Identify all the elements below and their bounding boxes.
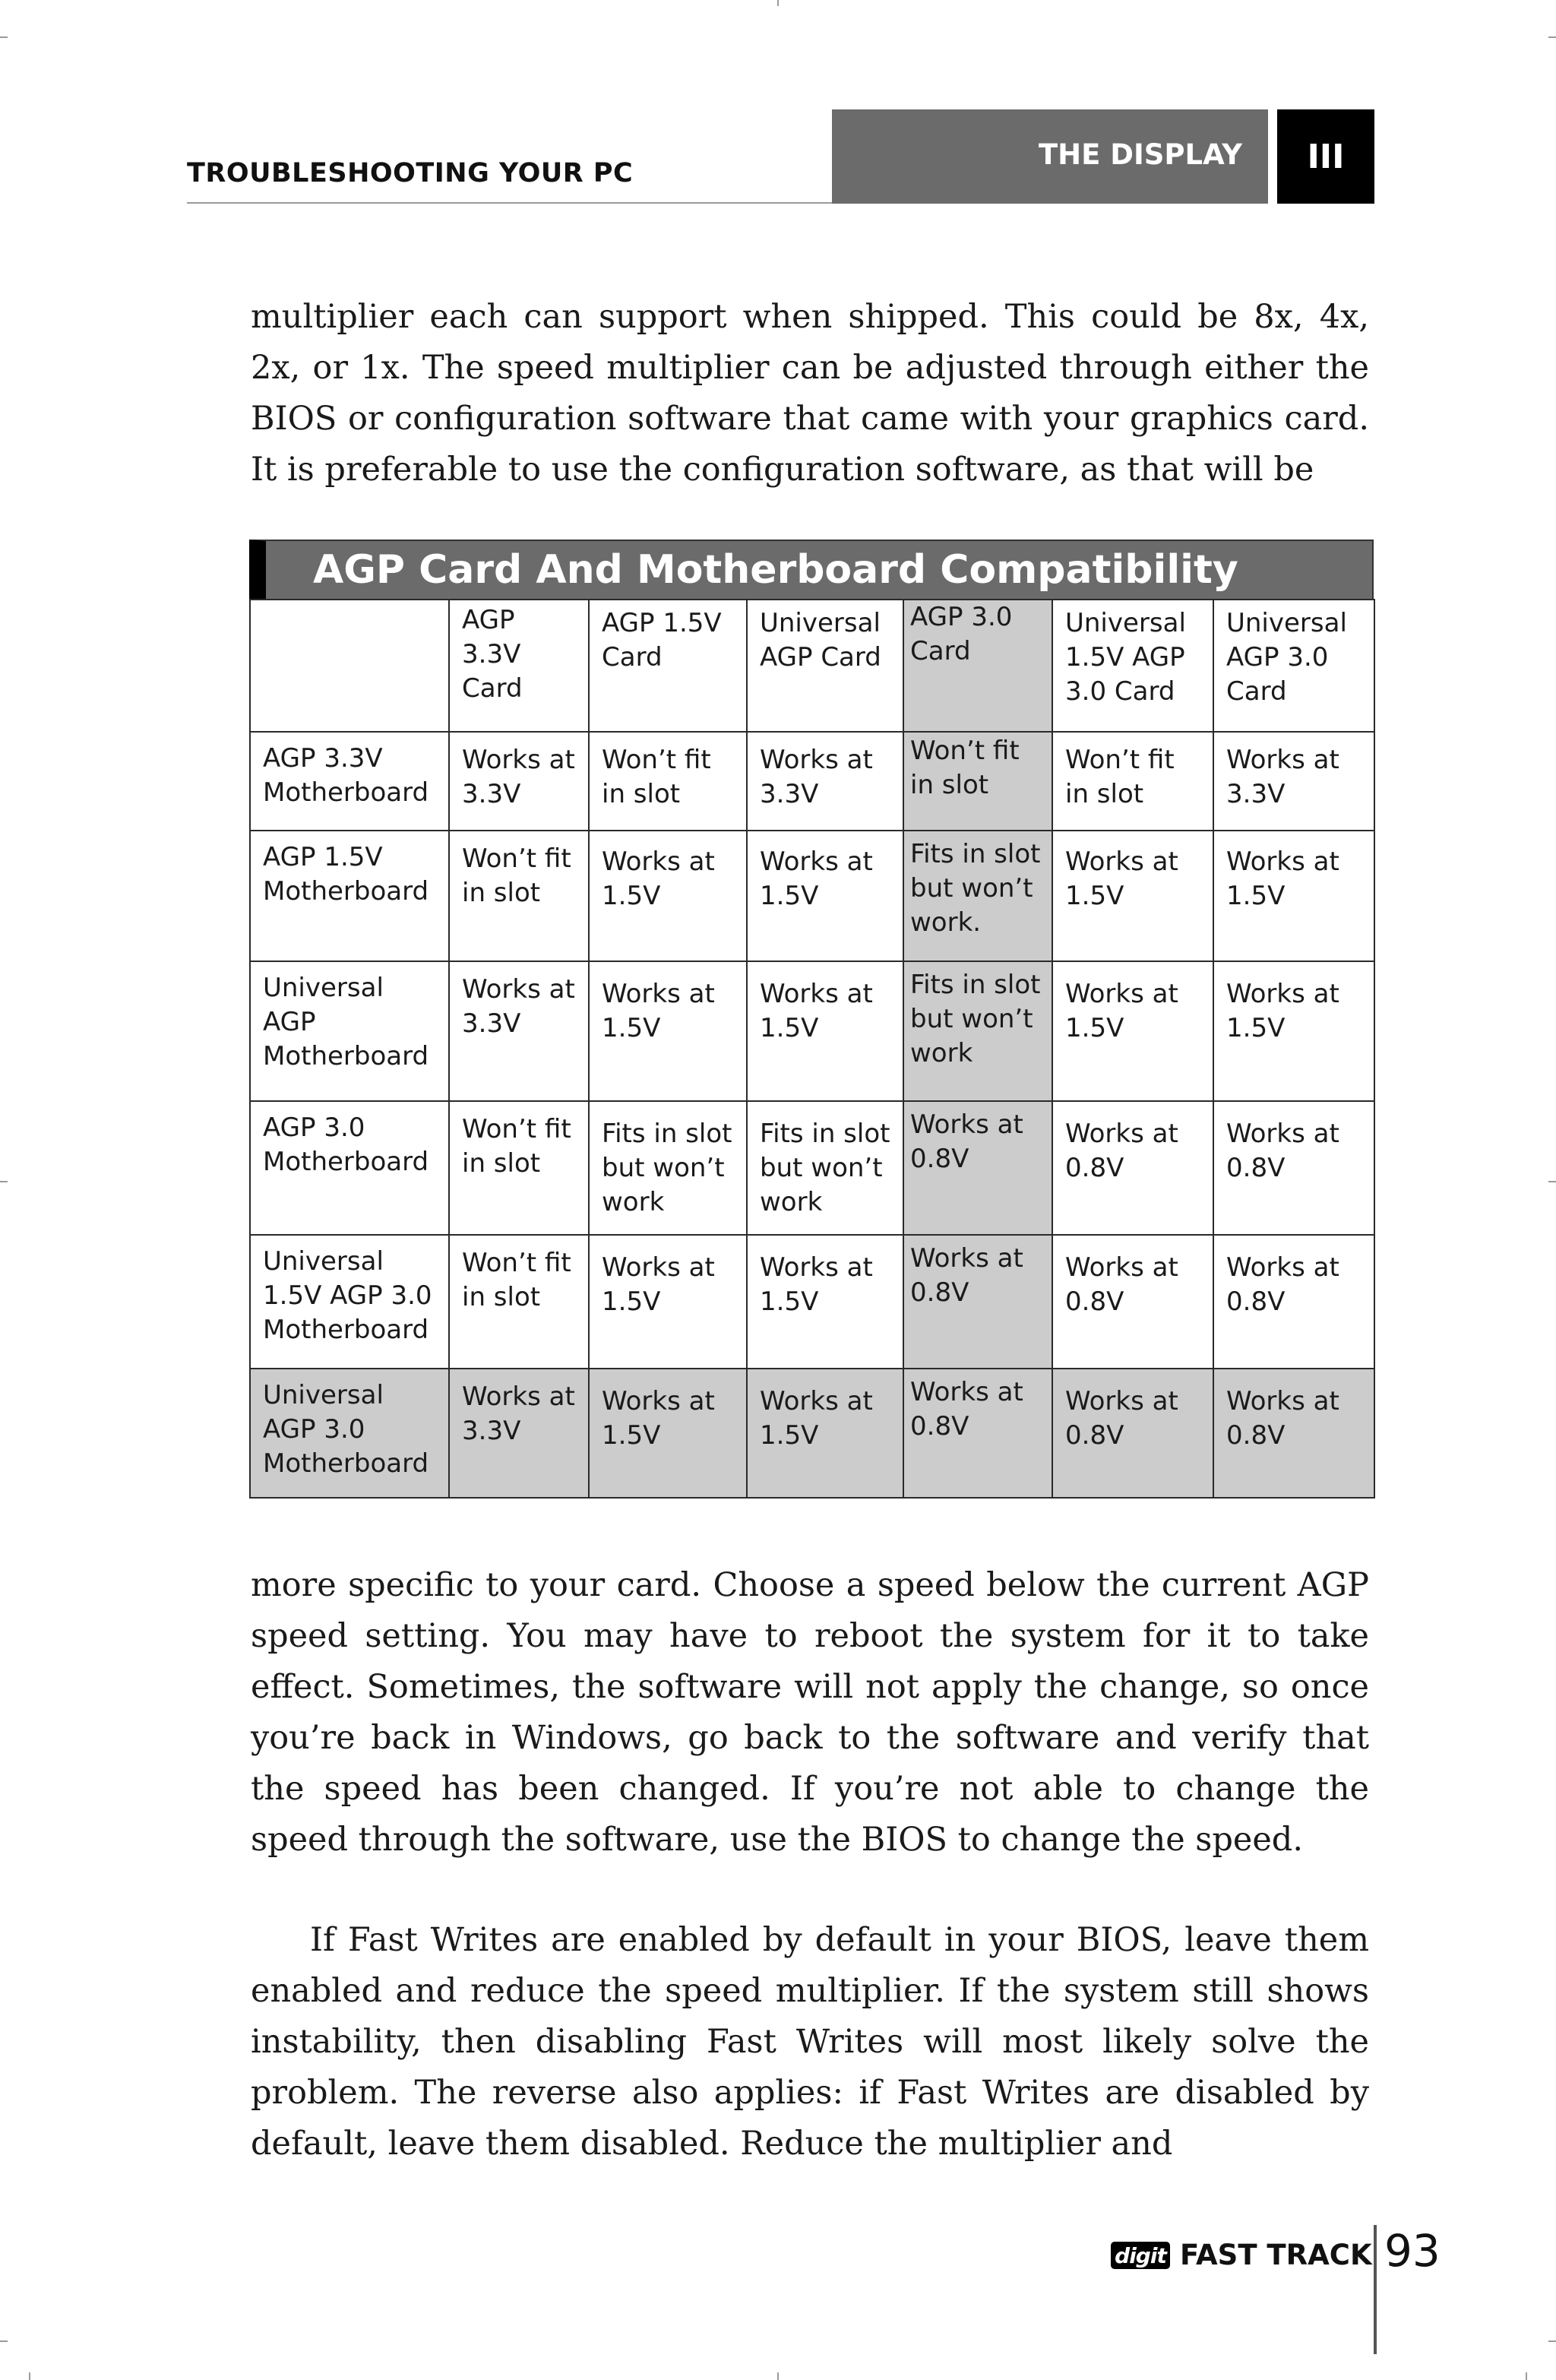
table-title [249,540,1374,599]
body-paragraph-3: If Fast Writes are enabled by default in your BIOS, leave them enabled and reduce the speed multiplier. If the system still shows instability, then disabling Fast Writes will most likely solve the problem. The reverse also applies: if Fast Writes are disabled by default, leave them disabled. Reduce the multiplier and [251,1921,1369,2163]
table-cell: Works at 1.5V [589,961,747,1101]
table-row [250,732,1374,831]
table-cell: Works at 0.8V [903,1101,1052,1235]
table-grid [249,599,1375,1499]
corner-cell [250,600,449,732]
table-cell: Works at 1.5V [589,1235,747,1369]
table-cell: Works at 3.3V [449,1369,589,1498]
table-row [250,961,1374,1101]
table-cell: Works at 0.8V [1052,1101,1213,1235]
table-cell: Won’t fit in slot [903,732,1052,831]
row-header: Universal AGP 3.0 Motherboard [250,1369,449,1498]
row-header: AGP 3.0 Motherboard [250,1101,449,1235]
table-cell: Works at 1.5V [747,961,903,1101]
table-cell: Works at 3.3V [449,961,589,1101]
table-cell: Works at 3.3V [449,732,589,831]
table-row [250,831,1374,961]
row-header: Universal AGP Motherboard [250,961,449,1101]
table-cell: Works at 1.5V [1213,831,1374,961]
table-cell: Fits in slot but won’t work [589,1101,747,1235]
table-row [250,1369,1374,1498]
table-cell: Fits in slot but won’t work [903,961,1052,1101]
crop-mark [29,2372,30,2380]
crop-mark [1526,2372,1527,2380]
chapter-number: III [1277,109,1374,204]
column-header: Universal 1.5V AGP 3.0 Card [1052,600,1213,732]
column-header: AGP 3.0 Card [903,600,1052,732]
table-cell: Fits in slot but won’t work [747,1101,903,1235]
table-cell: Works at 1.5V [747,1235,903,1369]
page-number: 93 [1384,2225,1441,2277]
column-header: Universal AGP Card [747,600,903,732]
chapter-tab [832,109,1268,204]
table-cell: Fits in slot but won’t work. [903,831,1052,961]
table-cell: Works at 0.8V [903,1369,1052,1498]
footer-label: FAST TRACK [1180,2239,1372,2271]
crop-mark [1548,2340,1556,2342]
column-header: AGP 3.3V Card [449,600,589,732]
table-cell: Works at 1.5V [747,1369,903,1498]
footer-rule [1374,2225,1377,2354]
table-cell: Works at 1.5V [1213,961,1374,1101]
crop-mark [777,2372,779,2380]
table-cell: Works at 1.5V [589,1369,747,1498]
row-header: Universal 1.5V AGP 3.0 Motherboard [250,1235,449,1369]
table-cell: Works at 0.8V [903,1235,1052,1369]
table-cell: Works at 0.8V [1213,1369,1374,1498]
body-paragraph-1: multiplier each can support when shipped. This could be 8x, 4x, 2x, or 1x. The speed multiplier can be adjusted through either the BIOS or configuration software that came with your graphics card. It is preferable to use the configuration software, as that will be [251,298,1369,489]
table-cell: Works at 0.8V [1052,1235,1213,1369]
table-cell: Won’t fit in slot [1052,732,1213,831]
crop-mark [777,0,779,6]
column-header: Universal AGP 3.0 Card [1213,600,1374,732]
crop-mark [1548,1181,1556,1182]
table-cell: Works at 1.5V [1052,961,1213,1101]
row-header: AGP 3.3V Motherboard [250,732,449,831]
table-cell: Works at 1.5V [747,831,903,961]
crop-mark [0,36,8,38]
digit-logo: digit [1111,2242,1170,2269]
compatibility-table [249,540,1374,1499]
table-cell: Works at 0.8V [1213,1101,1374,1235]
table-cell: Works at 0.8V [1213,1235,1374,1369]
table-cell: Won’t fit in slot [449,1101,589,1235]
table-row [250,1235,1374,1369]
table-cell: Won’t fit in slot [449,1235,589,1369]
crop-mark [0,2340,8,2342]
table-cell: Won’t fit in slot [449,831,589,961]
table-cell: Works at 1.5V [589,831,747,961]
table-cell: Works at 1.5V [1052,831,1213,961]
table-cell: Works at 3.3V [747,732,903,831]
column-header: AGP 1.5V Card [589,600,747,732]
table-row [250,1101,1374,1235]
table-cell: Works at 0.8V [1052,1369,1213,1498]
chapter-title: THE DISPLAY [1038,138,1242,171]
table-header-row [250,600,1374,732]
table-cell: Works at 3.3V [1213,732,1374,831]
running-header-section: TROUBLESHOOTING YOUR PC [187,158,634,188]
table-cell: Won’t fit in slot [589,732,747,831]
table-title-text: AGP Card And Motherboard Compatibility [313,547,1238,593]
crop-mark [1548,36,1556,38]
crop-mark [0,1181,8,1182]
body-paragraph-2: more specific to your card. Choose a speed below the current AGP speed setting. You may have to reboot the system for it to take effect. Sometimes, the software will not apply the change, so once you’re back in Windows, go back to the software and verify that the speed has been changed. If you’re not able to change the speed through the software, use the BIOS to change the speed. [251,1566,1369,1859]
header-rule [187,202,833,204]
row-header: AGP 1.5V Motherboard [250,831,449,961]
